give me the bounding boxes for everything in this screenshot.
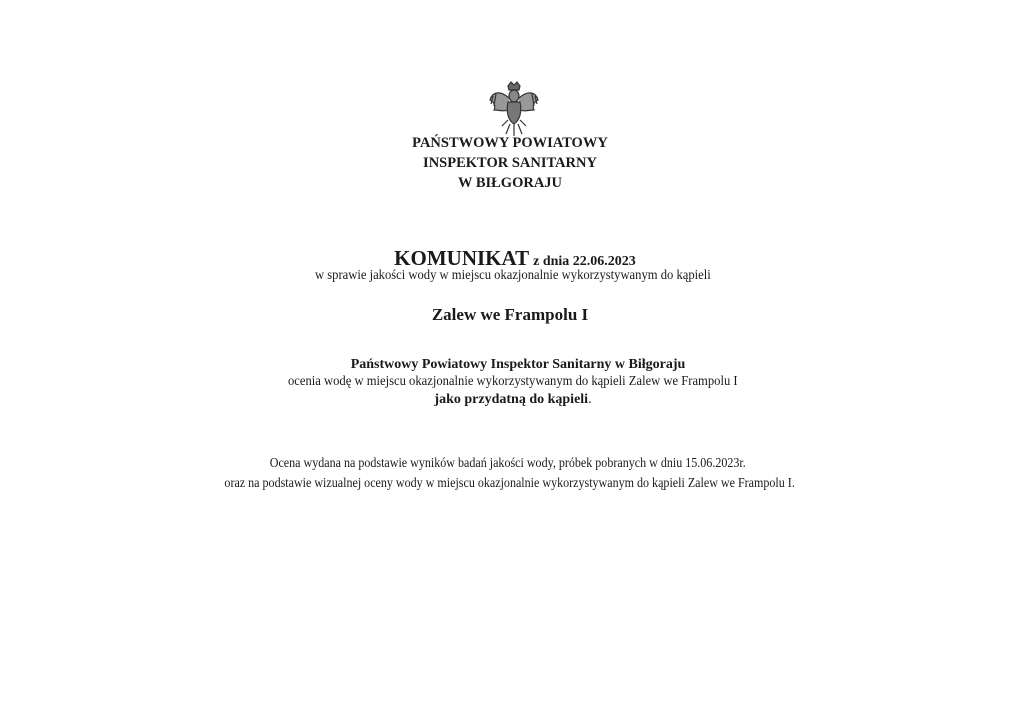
location-name: Zalew we Frampolu I: [431, 305, 589, 324]
polish-eagle-emblem-icon: [488, 80, 540, 138]
title-main: KOMUNIKAT: [394, 246, 530, 270]
header-line-1: PAŃSTWOWY POWIATOWY: [412, 135, 608, 151]
header-line-2: INSPEKTOR SANITARNY: [423, 155, 597, 171]
basis-line-1: Ocena wydana na podstawie wyników badań jakości wody, próbek pobranych w dniu 15.06.2023r.: [269, 456, 747, 471]
assessment-text: ocenia wodę w miejscu okazjonalnie wykorzystywanym do kąpieli Zalew we Frampolu I: [288, 374, 738, 389]
title-subtitle: w sprawie jakości wody w miejscu okazjonalnie wykorzystywanym do kąpieli: [315, 268, 711, 283]
header-line-3: W BIŁGORAJU: [457, 175, 563, 191]
verdict-period: .: [588, 392, 592, 407]
title-date: z dnia 22.06.2023: [533, 254, 636, 269]
assessment-verdict-line: [3, 392, 1020, 408]
assessment-verdict: jako przydatną do kąpieli: [434, 392, 589, 407]
basis-line-2: oraz na podstawie wizualnej oceny wody w miejscu okazjonalnie wykorzystywanym do kąpieli Zalew we Frampolu I.: [224, 476, 796, 491]
assessment-authority: Państwowy Powiatowy Inspektor Sanitarny w Biłgoraju: [350, 357, 686, 372]
